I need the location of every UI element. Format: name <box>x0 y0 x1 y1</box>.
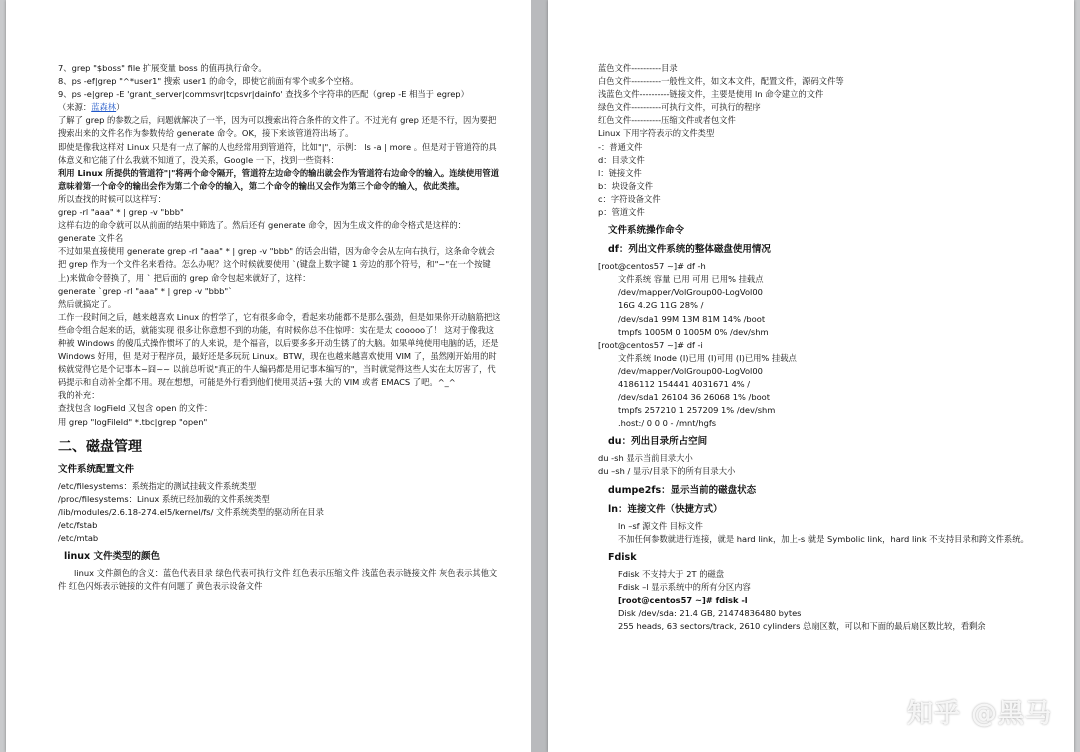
code-line: /dev/sda1 26104 36 26068 1% /boot <box>618 392 770 403</box>
text-line: 白色文件----------一般性文件，如文本文件，配置文件，源码文件等 <box>598 76 844 87</box>
code-line: .host:/ 0 0 0 - /mnt/hgfs <box>618 418 717 429</box>
paragraph: 不过如果直接使用 generate grep -rl "aaa" * | grep -v "bbb" 的话会出错，因为命令会从左向右执行，这条命令就会把 grep 作为一个文件名来看待。怎么办呢？这个时候就要使用 `(键盘上数字键 1 旁边的那个符号，和"~"在一个按键上)来做命令替换了，用 ` 把后面的 grep 命令包起来就好了，这样： <box>58 246 495 283</box>
source-line <box>58 101 501 114</box>
paragraph: 了解了 grep 的参数之后，问题就解决了一半，因为可以搜索出符合条件的文件了。不过光有 grep 还是不行，因为要把搜索出来的文件名作为参数传给 generate 命令。OK，接下来该管道符出场了。 <box>58 115 497 139</box>
text-line: /lib/modules/2.6.18-274.el5/kernel/fs/ 文件系统类型的驱动所在目录 <box>58 506 324 517</box>
text-line: 8、ps -ef|grep "^*user1" 搜索 user1 的命令，即使它前面有零个或多个空格。 <box>58 76 359 87</box>
subsection-heading: du：列出目录所占空间 <box>608 436 708 448</box>
page-left-content <box>58 62 501 593</box>
text-line: 然后就搞定了。 <box>58 298 117 309</box>
subsection-heading: Fdisk <box>608 551 637 563</box>
paragraph: 即使是像我这样对 Linux 只是有一点了解的人也经常用到管道符，比如"|"，示例： ls -a | more 。但是对于管道符的具体意义和它能了什么我就不知道了，没关系，Google 一下，找到一些资料： <box>58 141 497 165</box>
document-page-right <box>548 0 1074 752</box>
paragraph: 工作一段时间之后，越来越喜欢 Linux 的哲学了，它有很多命令，看起来功能都不是那么强劲，但是如果你开动脑筋把这些命令组合起来的话，就能实现 很多让你意想不到的功能，有时候你总不住惊呼：实在是太 cooooo了！ 这对于像我这种被 Windows 的傻瓜式操作惯坏了的人来说，是个福音，以后要多多开动生锈了的大脑。如果单纯使用电脑的话，还是 Windows 好用，但 是对于程序员，最好还是多玩玩 Linux。BTW，现在也越来越喜欢使用 VIM 了，虽然刚开始用的时候就觉得它是个记事本~囧~~ 以前总听说"真正的牛人编码都是用记事本编写的"，当时就觉得这些人实在太厉害了，代码提示和自动补全都不用。现在想想，可能是外行看到他们使用灵活+强 大的 VIM 或者 EMACS 了吧。^_^ <box>58 311 501 388</box>
bold-paragraph: 利用 Linux 所提供的管道符"|"将两个命令隔开，管道符左边命令的输出就会作为管道符右边命令的输入。连续使用管道意味着第一个命令的输出会作为第二个命令的输入，第二个命令的输出又会作为第三个命令的输入，依此类推。 <box>58 167 500 191</box>
text-line: Fdisk –l 显示系统中的所有分区内容 <box>618 581 751 592</box>
subsection-heading: dumpe2fs：显示当前的磁盘状态 <box>608 484 757 496</box>
code-line: 用 grep "logFileld" *.tbc|grep "open" <box>58 416 208 427</box>
text-line: 7、grep "$boss" file 扩展变量 boss 的值再执行命令。 <box>58 63 267 73</box>
subsection-heading: 文件系统配置文件 <box>58 463 135 475</box>
section-heading: 二、磁盘管理 <box>58 438 142 455</box>
text-line: l：链接文件 <box>598 167 642 178</box>
code-line: ln –sf 源文件 目标文件 <box>618 520 703 531</box>
code-line: du –sh / 显示/目录下的所有目录大小 <box>598 466 736 477</box>
paragraph: linux 文件颜色的含义：蓝色代表目录 绿色代表可执行文件 红色表示压缩文件 浅蓝色表示链接文件 灰色表示其他文件 红色闪烁表示链接的文件有问题了 黄色表示设备文件 <box>58 568 498 592</box>
code-line: generate 文件名 <box>58 233 124 244</box>
text-line: d：目录文件 <box>598 154 645 165</box>
source-prefix: （来源： <box>58 102 92 113</box>
text-line: 不加任何参数就进行连接，就是 hard link，加上-s 就是 Symbolic link，hard link 不支持目录和跨文件系统。 <box>618 533 1029 544</box>
subsection-heading: ln：连接文件（快捷方式） <box>608 503 723 515</box>
text-line: p：管道文件 <box>598 207 645 218</box>
text-line: /etc/filesystems：系统指定的测试挂载文件系统类型 <box>58 480 257 491</box>
paragraph: 这样右边的命令就可以从前面的结果中筛选了。然后还有 generate 命令，因为生成文件的命令格式是这样的： <box>58 220 466 231</box>
text-line: 浅蓝色文件----------链接文件，主要是使用 ln 命令建立的文件 <box>598 89 824 100</box>
document-page-left <box>6 0 531 752</box>
text-line: c：字符设备文件 <box>598 193 661 204</box>
code-line: generate `grep -rl "aaa" * | grep -v "bbb"` <box>58 285 233 296</box>
text-line: b：块设备文件 <box>598 180 654 191</box>
code-line: /dev/mapper/VolGroup00-LogVol00 <box>618 365 763 376</box>
text-line: 红色文件----------压缩文件或者包文件 <box>598 115 736 126</box>
text-line: /proc/filesystems：Linux 系统已经加载的文件系统类型 <box>58 493 270 504</box>
text-line: Linux 下用字符表示的文件类型 <box>598 128 715 139</box>
text-line: 所以查找的时候可以这样写： <box>58 193 166 204</box>
subsection-heading: linux 文件类型的颜色 <box>64 551 160 563</box>
text-line: -：普通文件 <box>598 141 643 152</box>
watermark-logo: 知乎 @黑马 <box>906 699 1052 729</box>
text-line: 9、ps -e|grep -E 'grant_server|commsvr|tcpsvr|dainfo' 查找多个字符串的匹配（grep -E 相当于 egrep） <box>58 89 469 100</box>
text-line: 我的补充： <box>58 390 100 401</box>
text-line: 蓝色文件----------目录 <box>598 63 678 73</box>
subsection-heading: 文件系统操作命令 <box>608 225 685 237</box>
code-line: [root@centos57 ~]# df -i <box>598 339 703 350</box>
code-line: 255 heads, 63 sectors/track, 2610 cylinders 总扇区数，可以和下面的最后扇区数比较，看剩余 <box>618 621 986 632</box>
code-line: tmpfs 1005M 0 1005M 0% /dev/shm <box>618 326 769 337</box>
code-line: 16G 4.2G 11G 28% / <box>618 300 704 311</box>
code-line: 文件系统 Inode (I)已用 (I)可用 (I)已用% 挂载点 <box>618 352 797 363</box>
text-line: 查找包含 logField 又包含 open 的文件： <box>58 403 213 414</box>
code-line: [root@centos57 ~]# fdisk -l <box>618 594 748 605</box>
code-line: [root@centos57 ~]# df -h <box>598 261 706 272</box>
source-link[interactable]: 蓝森林 <box>91 102 117 113</box>
code-line: 文件系统 容量 已用 可用 已用% 挂载点 <box>618 274 764 285</box>
text-line: Fdisk 不支持大于 2T 的磁盘 <box>618 568 725 579</box>
source-suffix: ） <box>116 102 125 113</box>
code-line: 4186112 154441 4031671 4% / <box>618 378 751 389</box>
text-line: /etc/fstab <box>58 519 98 530</box>
code-line: /dev/sda1 99M 13M 81M 14% /boot <box>618 313 766 324</box>
page-gap <box>531 0 548 752</box>
code-line: tmpfs 257210 1 257209 1% /dev/shm <box>618 405 776 416</box>
code-line: /dev/mapper/VolGroup00-LogVol00 <box>618 287 763 298</box>
subsection-heading: df：列出文件系统的整体磁盘使用情况 <box>608 244 771 256</box>
text-line: 绿色文件----------可执行文件，可执行的程序 <box>598 102 761 113</box>
code-line: du -sh 显示当前目录大小 <box>598 453 693 464</box>
page-right-content <box>598 62 1048 633</box>
text-line: /etc/mtab <box>58 533 99 543</box>
code-line: grep -rl "aaa" * | grep -v "bbb" <box>58 207 184 218</box>
code-line: Disk /dev/sda: 21.4 GB, 21474836480 bytes <box>618 608 802 618</box>
